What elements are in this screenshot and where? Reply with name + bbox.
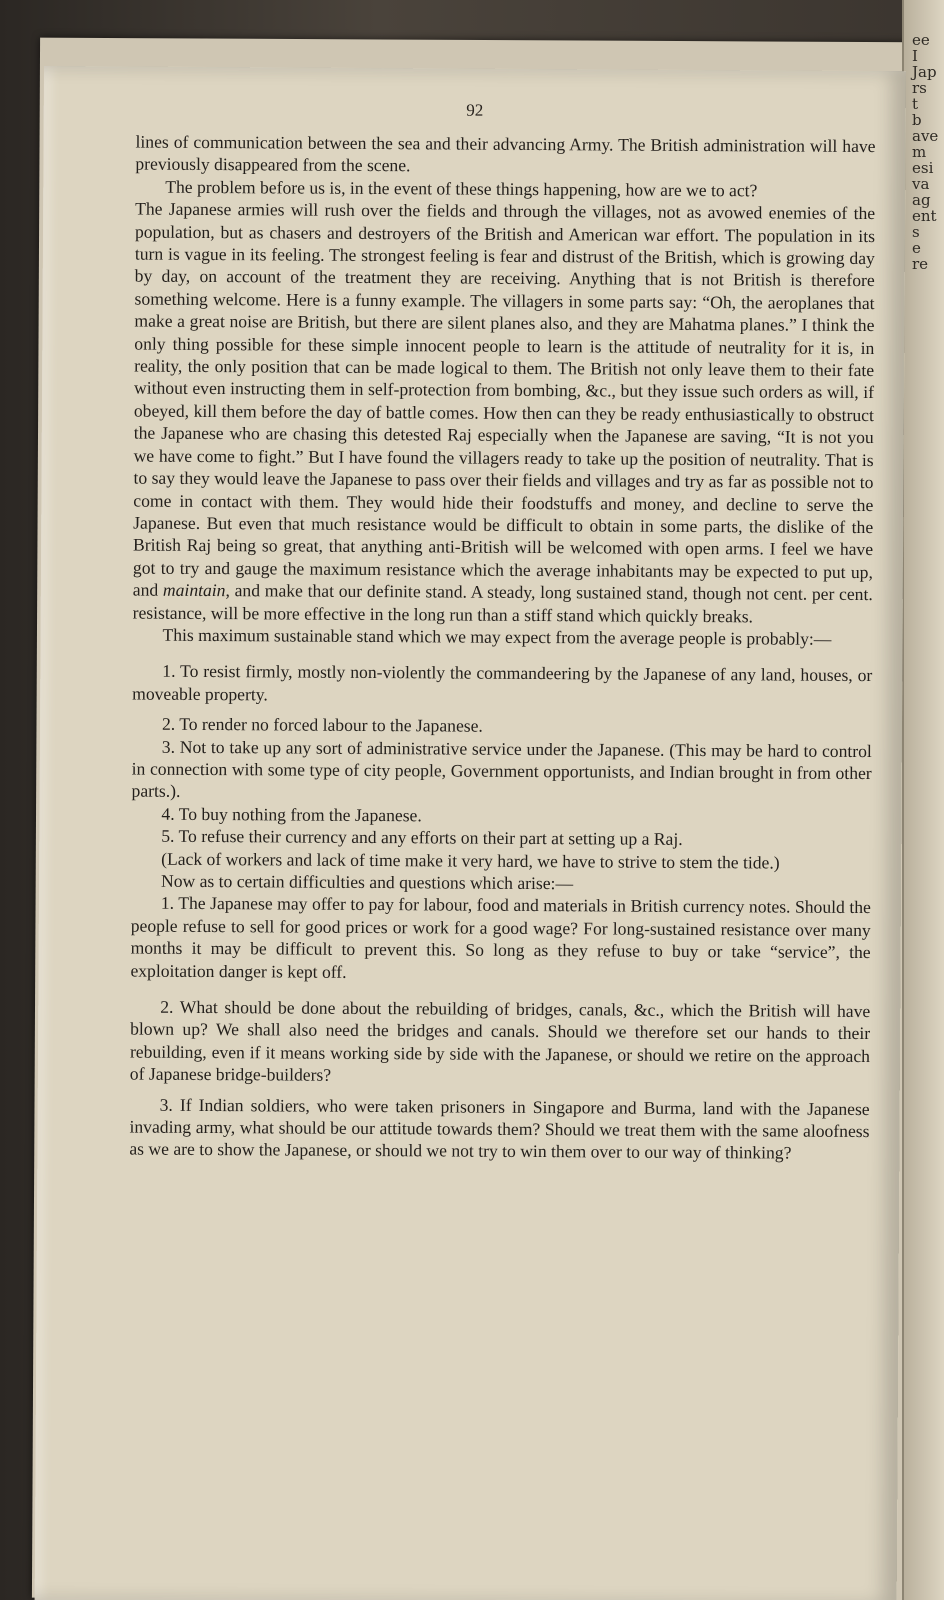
list-item: 1. The Japanese may offer to pay for labour, food and materials in British currency notes. Should the people refuse to sell for good prices or work for a good wage? For long-sustained resistance over many months it may be difficult to prevent this. So long as they refuse to buy or take “service”, the exploitation danger is kept off.: [130, 893, 871, 982]
list-item: 1. To resist firmly, mostly non-violently the commandeering by the Japanese of any land, houses, or moveable property.: [132, 661, 873, 705]
facing-page-fragment: ee I Jap rs t b ave m esi va ag ent s e re: [912, 31, 939, 273]
list-item: 2. To render no forced labour to the Japanese.: [161, 713, 483, 736]
paragraph: The problem before us is, in the event of these things happening, how are we to act?: [165, 176, 758, 201]
list-item: 4. To buy nothing from the Japanese.: [161, 803, 422, 826]
list-item: 3. If Indian soldiers, who were taken prisoners in Singapore and Burma, land with the Japanese invading army, what should be our attitude towards them? Should we treat them with the same aloofness as we are to show the Japanese, or should we not try to win them over to our way of thinking?: [129, 1094, 870, 1164]
facing-page-edge: [902, 0, 944, 1600]
list-item: 5. To refuse their currency and any efforts on their part at setting up a Raj.: [161, 825, 683, 850]
page-number: 92: [466, 100, 484, 120]
list-item: 2. What should be done about the rebuilding of bridges, canals, &c., which the British will have blown up? We shall also need the bridges and canals. Should we therefore set our hands to their rebuilding, even if it means working side by side with the Japanese, or should we retire on the approach of Japanese bridge-builders?: [129, 996, 871, 1086]
paragraph: Now as to certain difficulties and questions which arise:—: [160, 870, 574, 894]
paragraph: The Japanese armies will rush over the fields and through the villages, not as avowed enemies of the population, but as chasers and destroyers of the British and American war effort. The population in its turn is vague in its feeling. The strongest feeling is fear and distrust of the British, which is growing day by day, on account of the treatment they are receiving. Anything that is not British is therefore something welcome. Here is a funny example. The villagers in some parts say: “Oh, the aeroplanes that make a great noise are British, but there are silent planes also, and they are Mahatma planes.” I think the only thing possible for these simple innocent people to learn is the attitude of neutrality for it is, in reality, the only position that can be made logical to them. The British not only leave them to their fate without even instructing them in self-protection from bombing, &c., but they issue such orders as will, if obeyed, kill them before the day of battle comes. How then can they be ready enthusiastically to obstruct the Japanese who are chasing this detested Raj especially when the Japanese are saving, “It is not you we have come to fight.” But I have found the villagers ready to take up the position of neutrality. That is to say they would leave the Japanese to pass over their fields and villages and try as far as possible not to come in contact with them. They would hide their foodstuffs and money, and decline to serve the Japanese. But even that much resistance would be difficult to obtain in some parts, the dislike of the British Raj being so great, that anything anti-British will be welcomed with open arms. I feel we have got to try and gauge the maximum resistance which the average inhabitants may be expected to put up, and: [132, 198, 876, 600]
book-page: [35, 66, 906, 1600]
paragraph: lines of communication between the sea and their advancing Army. The British administration will have previously disappeared from the scene.: [135, 131, 876, 176]
page-text: [129, 131, 875, 1165]
list-item: 3. Not to take up any sort of administrative service under the Japanese. (This may be hard to control in connection with some type of city people, Government opportunists, and Indian brought in from other parts.).: [131, 736, 872, 802]
emphasis-text: maintain, and make that our definite stand. A steady, long sustained stand, though not cent. per cent. resistance, will be more effective in the long run than a stiff stand which quickly breaks.: [132, 579, 873, 626]
paragraph: This maximum sustainable stand which we may expect from the average people is probably:—: [162, 624, 832, 649]
paragraph: (Lack of workers and lack of time make it very hard, we have to strive to stem the tide.): [161, 848, 780, 873]
